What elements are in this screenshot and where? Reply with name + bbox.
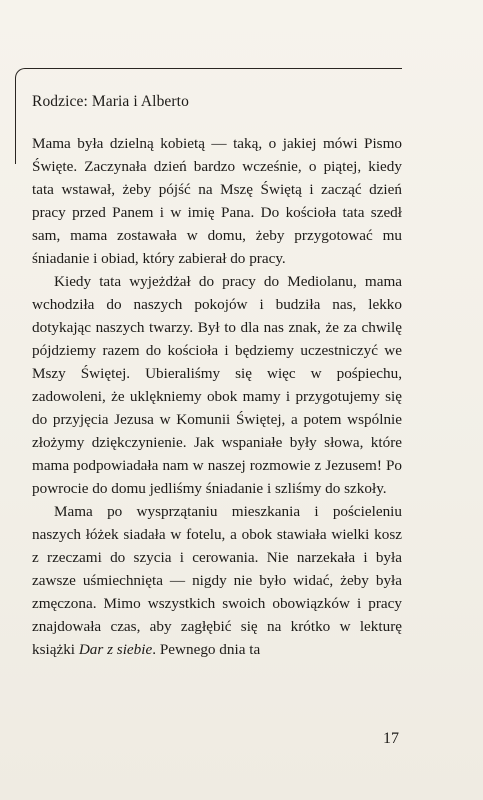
book-title: Dar z siebie: [78, 641, 153, 658]
paragraph-3: [32, 500, 402, 661]
paragraph-3-text-end: . Pewnego dnia ta: [152, 641, 261, 658]
paragraph-2: Kiedy tata wyjeżdżał do pracy do Mediolanu, mama wchodziła do naszych pokojów i budziła nas, lekko dotykając naszych twarzy. Był to dla nas znak, że za chwilę pójdziemy razem do kościoła i będziemy uczestniczyć we Mszy Świętej. Ubieraliśmy się więc w pośpiechu, zadowoleni, że uklękniemy obok mamy i przygotujemy się do przyjęcia Jezusa w Komunii Świętej, a potem wspólnie złożymy dziękczynienie. Jak wspaniałe były słowa, które mama podpowiadała nam w naszej rozmowie z Jezusem! Po powrocie do domu jedliśmy śniadanie i szliśmy do szkoły.: [32, 273, 402, 497]
chapter-title: Rodzice: Maria i Alberto: [32, 93, 189, 110]
body-text: [32, 132, 402, 661]
page-number: 17: [383, 730, 399, 747]
paragraph-3-text-start: Mama po wysprzątaniu mieszkania i pościeleniu naszych łóżek siadała w fotelu, a obok stawiała wielki kosz z rzeczami do szycia i cerowania. Nie narzekała i była zawsze uśmiechnięta — nigdy nie było widać, żeby była zmęczona. Mimo wszystkich swoich obowiązków i pracy znajdowała czas, aby zagłębić się na krótko w lekturę książki: [32, 503, 402, 658]
paragraph-1: Mama była dzielną kobietą — taką, o jakiej mówi Pismo Święte. Zaczynała dzień bardzo wcześnie, o piątej, kiedy tata wstawał, żeby pójść na Mszę Świętą i zacząć dzień pracy przed Panem i w imię Pana. Do kościoła tata szedł sam, mama zostawała w domu, żeby przygotować mu śniadanie i obiad, który zabierał do pracy.: [32, 135, 402, 267]
